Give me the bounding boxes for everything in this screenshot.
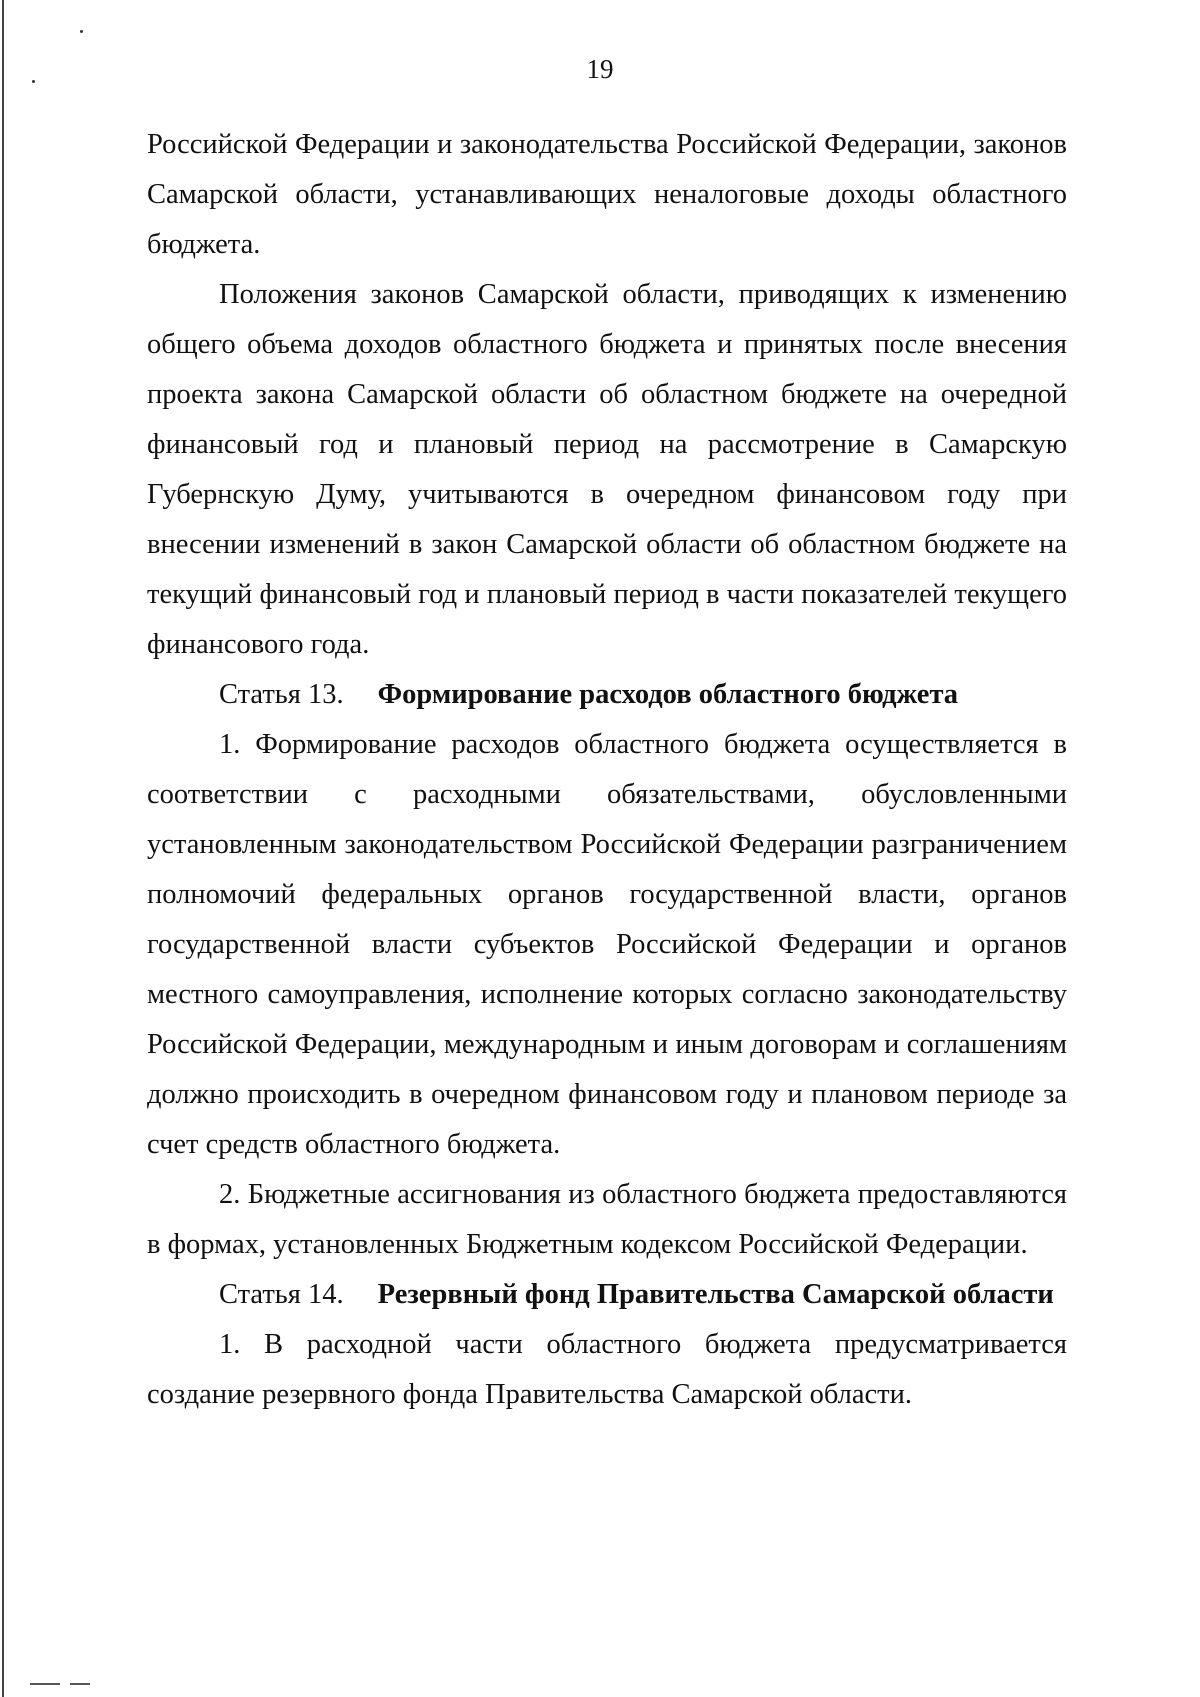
scan-bottom-mark	[70, 1683, 90, 1685]
paragraph-revenue-changes: Положения законов Самарской области, приводящих к изменению общего объема доходов областного бюджета и принятых после внесения проекта закона Самарской области об областном бюджете на очередной финансовый год и плановый период на рассмотрение в Самарскую Губернскую Думу, учитываются в очередном финансовом году при внесении изменений в закон Самарской области об областном бюджете на текущий финансовый год и плановый период в части показателей текущего финансового года.	[147, 279, 1067, 660]
article-13-heading	[147, 670, 1067, 720]
page-number: 19	[586, 54, 614, 84]
article-13-clause-1: 1. Формирование расходов областного бюджета осуществляется в соответствии с расходными обязательствами, обусловленными установленным законодательством Российской Федерации разграничением полномочий федеральных органов государственной власти, органов государственной власти субъектов Российской Федерации и органов местного самоуправления, исполнение которых согласно законодательству Российской Федерации, международным и иным договорам и соглашениям должно происходить в очередном финансовом году и плановом периоде за счет средств областного бюджета.	[147, 729, 1067, 1160]
article-14-clause-1: 1. В расходной части областного бюджета предусматривается создание резервного фонда Правительства Самарской области.	[147, 1329, 1067, 1410]
article-13-title: Формирование расходов областного бюджета	[377, 679, 959, 710]
scan-bottom-mark	[30, 1683, 60, 1685]
article-14-heading	[147, 1270, 1067, 1320]
paragraph-continuation: Российской Федерации и законодательства Российской Федерации, законов Самарской области, устанавливающих неналоговые доходы областного бюджета.	[147, 129, 1067, 260]
document-body	[147, 120, 1067, 1420]
article-13-label: Статья 13.	[219, 679, 344, 710]
article-14-title: Резервный фонд Правительства Самарской области	[377, 1279, 1054, 1310]
scan-speck	[80, 30, 83, 33]
article-13-clause-2: 2. Бюджетные ассигнования из областного бюджета предоставляются в формах, установленных Бюджетным кодексом Российской Федерации.	[147, 1179, 1067, 1260]
article-14-label: Статья 14.	[219, 1279, 344, 1310]
scan-left-edge	[2, 0, 4, 1697]
